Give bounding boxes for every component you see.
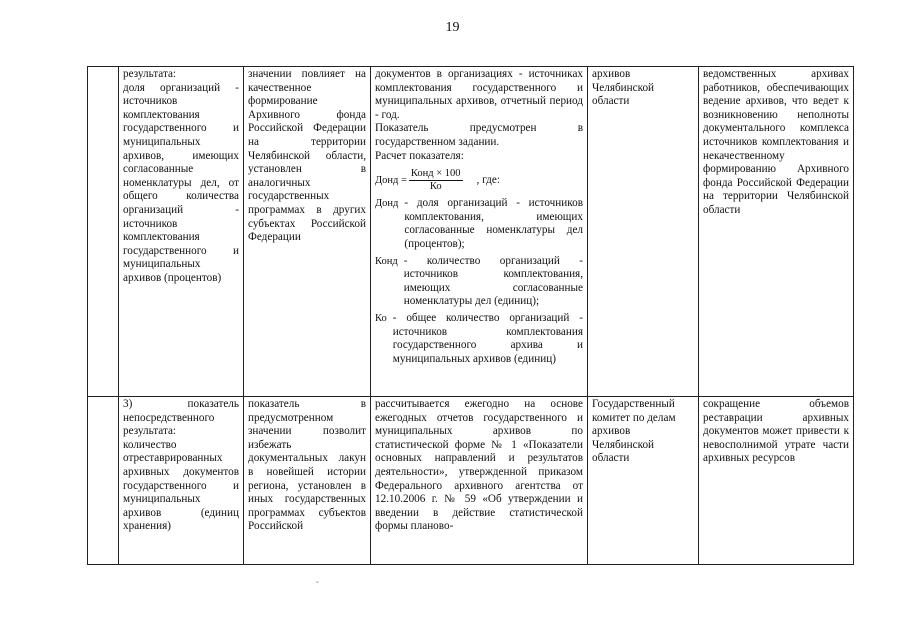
formula bbox=[375, 168, 583, 193]
risks-cell bbox=[699, 67, 854, 397]
risks-text: ведомственных архивах работников, обеспечивающих ведение архивов, что ведет к возникновению неполноты документального комплекса источников комплектования и некачественному формированию Архивного фонда Российской Федерации на территории Челябинской области bbox=[703, 68, 849, 216]
indicator-cell bbox=[119, 397, 244, 565]
definition-item bbox=[375, 312, 583, 366]
indicators-table bbox=[87, 66, 854, 565]
method-text: рассчитывается ежегодно на основе ежегодных отчетов государственного и муниципальных архивов по статистической форме № 1 «Показатели основных направлений и результатов деятельности», утвержденной приказом Федерального архивного агентства от 12.10.2006 г. № 59 «Об утверждении и введении в действие статистической формы планово- bbox=[375, 398, 583, 533]
formula-tail: , где: bbox=[476, 173, 500, 186]
method-cell bbox=[371, 67, 588, 397]
definition-symbol: Донд bbox=[375, 198, 399, 210]
definition-text: - доля организаций - источников комплектования, имеющих согласованные номенклатуры дел (процентов); bbox=[404, 197, 583, 250]
responsible-cell bbox=[588, 397, 699, 565]
table-row bbox=[88, 397, 854, 565]
rationale-cell bbox=[244, 397, 371, 565]
scan-mark: ˘ bbox=[316, 580, 319, 589]
rationale-text: значении повлияет на качественное формирование Архивного фонда Российской Федерации на территории Челябинской области, установлен в аналогичных государственных программах в других субъектах Российской Федерации bbox=[248, 68, 366, 244]
method-cell bbox=[371, 397, 588, 565]
row-number-cell bbox=[88, 397, 119, 565]
formula-fraction bbox=[409, 168, 463, 193]
method-note: Показатель предусмотрен в государственном задании. bbox=[375, 122, 583, 148]
indicator-text: результата: доля организаций - источников комплектования государственного и муниципальных архивов, имеющих согласованные номенклатуры дел, от общего количества организаций - источников комплектования государственного и муниципальных архивов (процентов) bbox=[123, 68, 239, 284]
formula-denominator: Ко bbox=[429, 181, 442, 193]
formula-numerator: Конд × 100 bbox=[410, 168, 461, 180]
method-calc-label: Расчет показателя: bbox=[375, 149, 464, 162]
page-number: 19 bbox=[445, 20, 460, 35]
definition-text: - количество организаций - источников комплектования, имеющих согласованные номенклатуры дел (единиц); bbox=[403, 254, 583, 308]
risks-cell bbox=[699, 397, 854, 565]
indicator-cell bbox=[119, 67, 244, 397]
risks-text: сокращение объемов реставрации архивных документов может привести к невосполнимой утрате части архивных ресурсов bbox=[703, 398, 849, 465]
formula-lhs: Донд = bbox=[375, 174, 407, 186]
definition-item bbox=[375, 255, 583, 309]
responsible-text: Государственный комитет по делам архивов Челябинской области bbox=[592, 398, 676, 465]
definition-symbol: Конд bbox=[375, 255, 398, 267]
definition-item bbox=[375, 197, 583, 251]
definition-text: - общее количество организаций - источников комплектования государственного архива и муниципальных архивов (единиц) bbox=[392, 311, 583, 365]
rationale-text: показатель в предусмотренном значении позволит избежать документальных лакун в новейшей истории региона, установлен в иных государственных программах субъектов Российской bbox=[248, 398, 366, 533]
rationale-cell bbox=[244, 67, 371, 397]
definition-symbol: Ко bbox=[375, 312, 387, 324]
indicator-text: 3) показатель непосредственного результата: количество отреставрированных архивных документов государственного и муниципальных архивов (единиц хранения) bbox=[123, 398, 239, 533]
row-number-cell bbox=[88, 67, 119, 397]
responsible-cell bbox=[588, 67, 699, 397]
table-row bbox=[88, 67, 854, 397]
responsible-text: архивов Челябинской области bbox=[592, 68, 655, 108]
method-intro: документов в организациях - источниках комплектования государственного и муниципальных архивов, отчетный период - год. bbox=[375, 68, 583, 121]
